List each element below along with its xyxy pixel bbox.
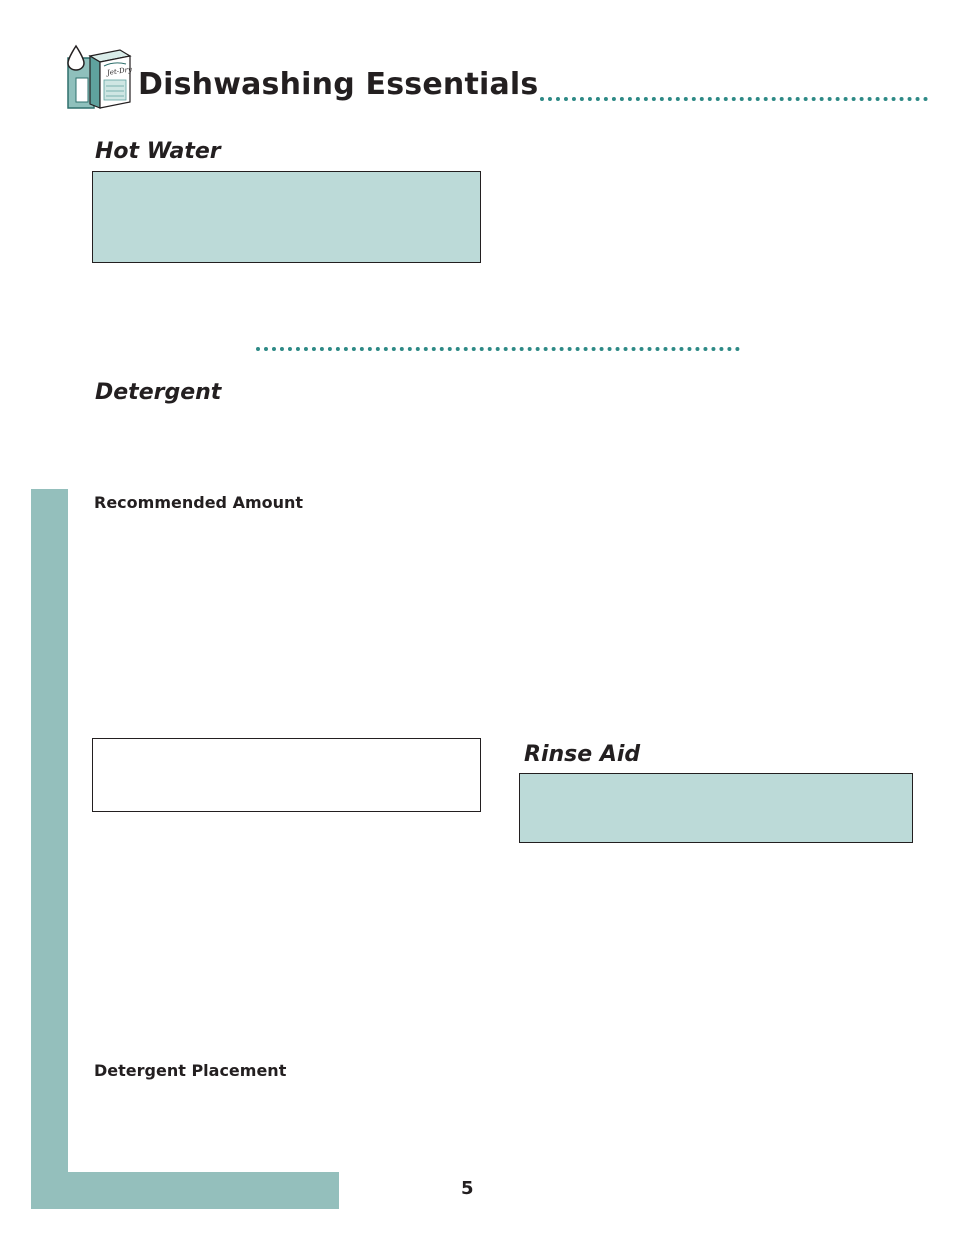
rinse-aid-heading: Rinse Aid	[524, 742, 641, 767]
title-dotted-rule	[540, 97, 928, 101]
detergent-note-box	[92, 738, 481, 812]
detergent-box-logo-icon	[66, 44, 132, 110]
detergent-heading: Detergent	[95, 380, 222, 405]
side-accent-bar	[31, 489, 68, 1209]
recommended-amount-subheading: Recommended Amount	[94, 493, 304, 512]
logo-box-lettering: Jet-Dry	[106, 65, 132, 77]
detergent-placement-subheading: Detergent Placement	[94, 1061, 287, 1080]
bottom-accent-bar	[31, 1172, 339, 1209]
rinse-aid-callout-box	[519, 773, 913, 843]
page-number: 5	[461, 1178, 474, 1199]
page-title: Dishwashing Essentials	[138, 67, 539, 102]
hot-water-heading: Hot Water	[95, 139, 221, 164]
section-dotted-divider	[256, 347, 740, 351]
hot-water-callout-box	[92, 171, 481, 263]
